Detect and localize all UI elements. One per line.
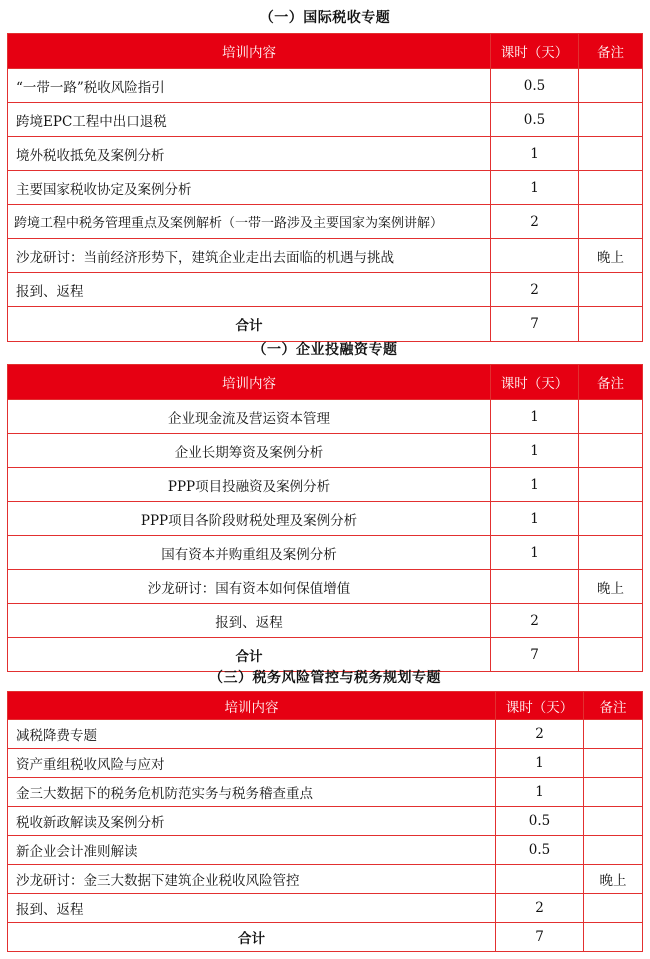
row-hours: 1 — [491, 171, 579, 205]
row-hours: 0.5 — [496, 807, 584, 836]
table-row — [8, 239, 643, 273]
table-row — [8, 807, 643, 836]
total-hours: 7 — [491, 638, 579, 672]
table-row — [8, 502, 643, 536]
row-content: “一带一路”税收风险指引 — [8, 69, 491, 103]
row-hours: 1 — [496, 778, 584, 807]
row-content: PPP项目各阶段财税处理及案例分析 — [8, 502, 491, 536]
row-hours — [491, 239, 579, 273]
section-3-table — [7, 691, 643, 952]
header-note: 备注 — [579, 34, 643, 69]
total-note — [579, 638, 643, 672]
header-hours: 课时（天） — [496, 692, 584, 720]
table-row — [8, 468, 643, 502]
table-row — [8, 536, 643, 570]
row-note — [579, 536, 643, 570]
row-content: PPP项目投融资及案例分析 — [8, 468, 491, 502]
row-note — [579, 604, 643, 638]
header-hours: 课时（天） — [491, 34, 579, 69]
row-hours: 0.5 — [491, 103, 579, 137]
table-row — [8, 273, 643, 307]
row-hours: 0.5 — [491, 69, 579, 103]
row-hours: 2 — [491, 273, 579, 307]
row-hours: 2 — [491, 205, 579, 239]
row-content: 税收新政解读及案例分析 — [8, 807, 496, 836]
row-hours: 0.5 — [496, 836, 584, 865]
row-note: 晚上 — [584, 865, 643, 894]
total-hours: 7 — [491, 307, 579, 342]
section-2-table — [7, 364, 643, 672]
section-1-table — [7, 33, 643, 342]
row-content: 报到、返程 — [8, 894, 496, 923]
row-note — [579, 171, 643, 205]
row-content: 减税降费专题 — [8, 720, 496, 749]
total-row — [8, 923, 643, 952]
table-row — [8, 570, 643, 604]
total-label: 合计 — [8, 923, 496, 952]
row-note — [584, 836, 643, 865]
row-hours: 2 — [496, 894, 584, 923]
table-row — [8, 604, 643, 638]
row-note — [584, 720, 643, 749]
row-content: 跨境工程中税务管理重点及案例解析（一带一路涉及主要国家为案例讲解） — [8, 205, 491, 239]
row-note — [584, 894, 643, 923]
table-row — [8, 749, 643, 778]
row-hours — [491, 570, 579, 604]
row-note — [579, 400, 643, 434]
row-note — [579, 502, 643, 536]
header-note: 备注 — [584, 692, 643, 720]
row-hours — [496, 865, 584, 894]
header-content: 培训内容 — [8, 692, 496, 720]
table-row — [8, 205, 643, 239]
table-row — [8, 400, 643, 434]
row-note — [584, 778, 643, 807]
row-content: 主要国家税收协定及案例分析 — [8, 171, 491, 205]
total-note — [579, 307, 643, 342]
header-content: 培训内容 — [8, 34, 491, 69]
table-header-row — [8, 365, 643, 400]
table-row — [8, 103, 643, 137]
header-note: 备注 — [579, 365, 643, 400]
total-label: 合计 — [8, 307, 491, 342]
row-hours: 2 — [496, 720, 584, 749]
total-row — [8, 638, 643, 672]
table-row — [8, 171, 643, 205]
total-hours: 7 — [496, 923, 584, 952]
table-row — [8, 778, 643, 807]
row-hours: 1 — [491, 502, 579, 536]
row-content: 企业现金流及营运资本管理 — [8, 400, 491, 434]
table-header-row — [8, 692, 643, 720]
total-row — [8, 307, 643, 342]
header-content: 培训内容 — [8, 365, 491, 400]
table-row — [8, 865, 643, 894]
row-content: 报到、返程 — [8, 604, 491, 638]
table-row — [8, 69, 643, 103]
row-content: 沙龙研讨：金三大数据下建筑企业税收风险管控 — [8, 865, 496, 894]
row-hours: 1 — [491, 400, 579, 434]
row-note — [579, 205, 643, 239]
row-content: 报到、返程 — [8, 273, 491, 307]
total-label: 合计 — [8, 638, 491, 672]
table-row — [8, 137, 643, 171]
row-hours: 1 — [491, 137, 579, 171]
row-content: 资产重组税收风险与应对 — [8, 749, 496, 778]
table-header-row — [8, 34, 643, 69]
row-note — [579, 103, 643, 137]
row-content: 沙龙研讨：国有资本如何保值增值 — [8, 570, 491, 604]
row-hours: 1 — [491, 468, 579, 502]
row-content: 沙龙研讨：当前经济形势下，建筑企业走出去面临的机遇与挑战 — [8, 239, 491, 273]
section-3-title: （三）税务风险管控与税务规划专题 — [209, 670, 441, 686]
row-note: 晚上 — [579, 239, 643, 273]
row-content: 国有资本并购重组及案例分析 — [8, 536, 491, 570]
table-row — [8, 720, 643, 749]
row-note: 晚上 — [579, 570, 643, 604]
row-note — [584, 749, 643, 778]
row-content: 境外税收抵免及案例分析 — [8, 137, 491, 171]
section-1-title: （一）国际税收专题 — [259, 10, 391, 26]
table-row — [8, 894, 643, 923]
table-row — [8, 836, 643, 865]
table-row — [8, 434, 643, 468]
row-content: 跨境EPC工程中出口退税 — [8, 103, 491, 137]
row-content: 金三大数据下的税务危机防范实务与税务稽查重点 — [8, 778, 496, 807]
row-note — [579, 468, 643, 502]
row-note — [579, 273, 643, 307]
row-note — [579, 69, 643, 103]
row-hours: 1 — [491, 434, 579, 468]
row-note — [579, 137, 643, 171]
row-hours: 2 — [491, 604, 579, 638]
row-content: 新企业会计准则解读 — [8, 836, 496, 865]
section-2-title: （一）企业投融资专题 — [252, 342, 398, 358]
row-hours: 1 — [496, 749, 584, 778]
header-hours: 课时（天） — [491, 365, 579, 400]
row-note — [584, 807, 643, 836]
row-note — [579, 434, 643, 468]
row-content: 企业长期筹资及案例分析 — [8, 434, 491, 468]
total-note — [584, 923, 643, 952]
row-hours: 1 — [491, 536, 579, 570]
